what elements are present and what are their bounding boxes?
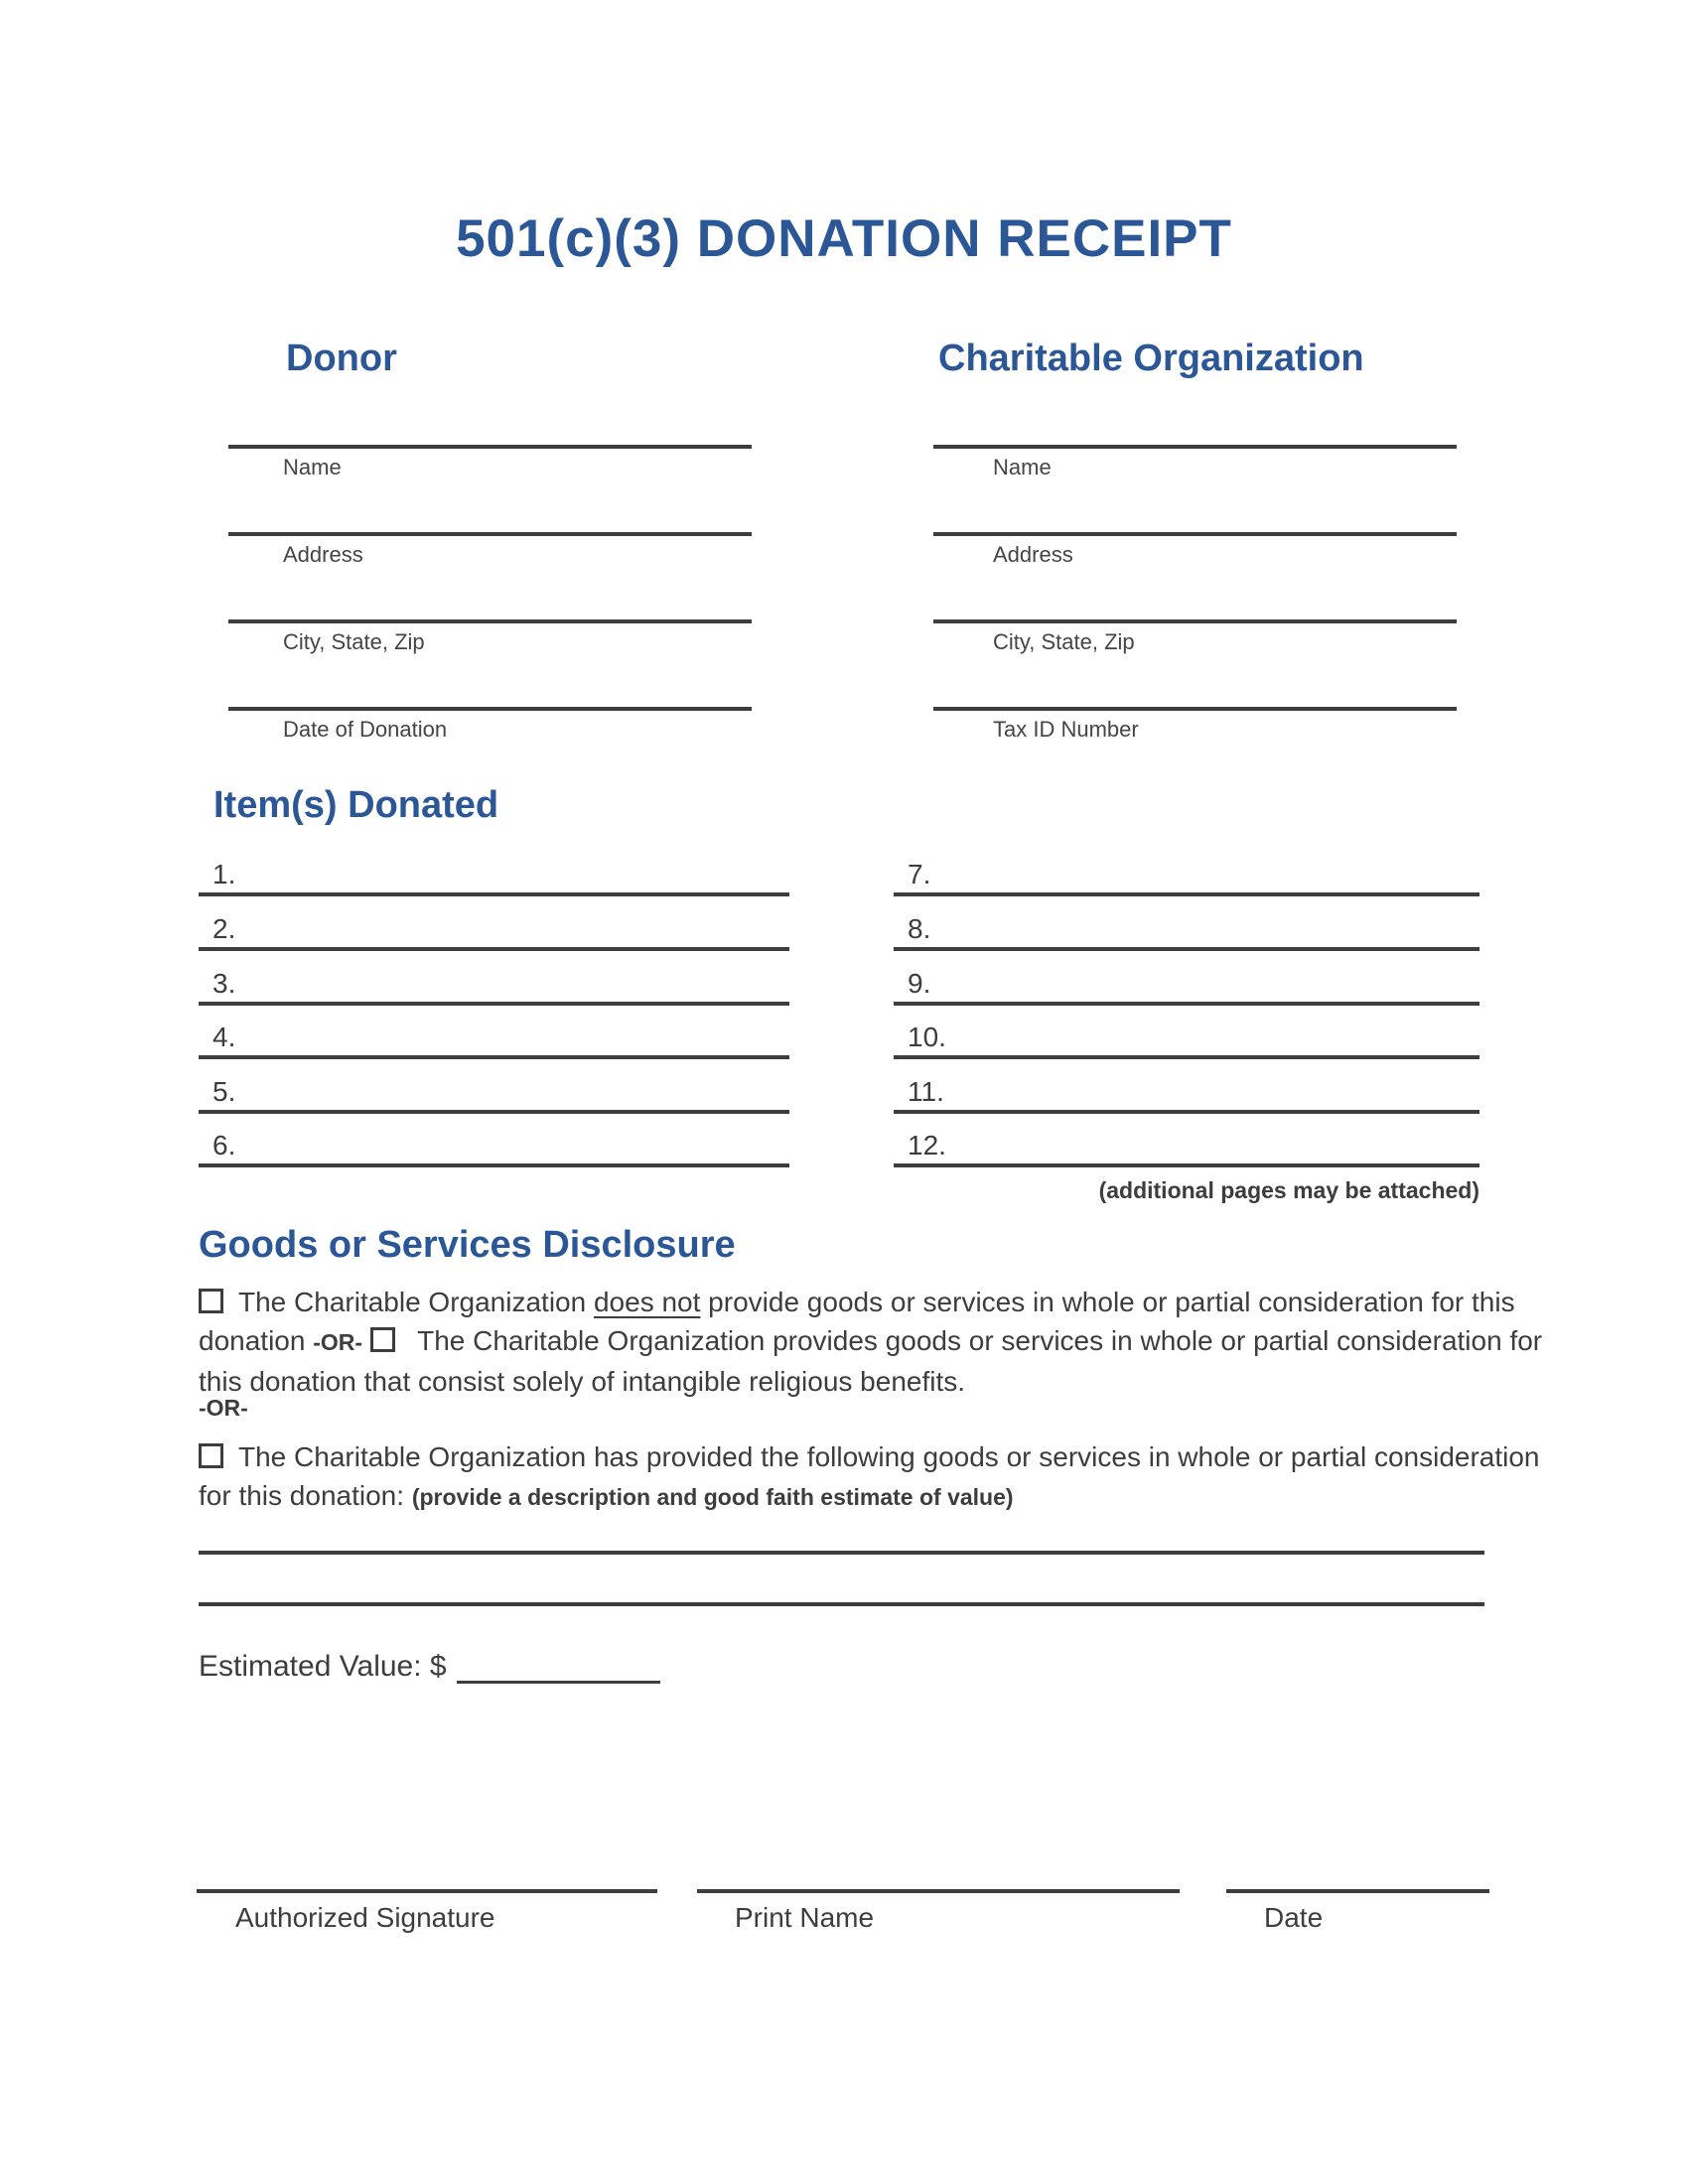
donor-city-state-zip-line[interactable] bbox=[228, 619, 752, 623]
checkbox-goods-provided[interactable] bbox=[199, 1443, 223, 1468]
item-line-7[interactable] bbox=[894, 857, 1479, 896]
page-title: 501(c)(3) DONATION RECEIPT bbox=[456, 209, 1232, 268]
org-name-label: Name bbox=[993, 455, 1052, 479]
donor-date-line[interactable] bbox=[228, 707, 752, 711]
item-number-12: 12. bbox=[908, 1130, 946, 1160]
checkbox-intangible-religious-benefits[interactable] bbox=[370, 1327, 395, 1352]
disclosure-p1-text-1: The Charitable Organization bbox=[238, 1287, 594, 1317]
donor-address-line[interactable] bbox=[228, 532, 752, 536]
description-line-2[interactable] bbox=[199, 1602, 1484, 1606]
authorized-signature-line[interactable] bbox=[197, 1889, 657, 1893]
org-city-state-zip-line[interactable] bbox=[933, 619, 1457, 623]
description-line-1[interactable] bbox=[199, 1551, 1484, 1555]
items-heading: Item(s) Donated bbox=[213, 784, 499, 826]
estimated-value-label: Estimated Value: $ bbox=[199, 1650, 447, 1683]
disclosure-p2-text: The Charitable Organization has provided the following goods or services in whole or partial consideration for this donation: bbox=[199, 1441, 1540, 1511]
date-label: Date bbox=[1264, 1902, 1324, 1933]
org-address-label: Address bbox=[993, 542, 1073, 567]
item-line-1[interactable] bbox=[199, 857, 789, 896]
items-note: (additional pages may be attached) bbox=[1098, 1177, 1479, 1203]
item-line-3[interactable] bbox=[199, 966, 789, 1006]
estimated-value-line[interactable] bbox=[457, 1652, 660, 1684]
item-line-8[interactable] bbox=[894, 911, 1479, 951]
org-tax-id-label: Tax ID Number bbox=[993, 717, 1139, 742]
org-tax-id-line[interactable] bbox=[933, 707, 1457, 711]
item-number-8: 8. bbox=[908, 913, 931, 944]
org-name-line[interactable] bbox=[933, 445, 1457, 449]
disclosure-p1-text-3: The Charitable Organization provides goods or services in whole or partial consideration for this donation that consist solely of intangible religious benefits. bbox=[199, 1325, 1543, 1397]
donor-address-label: Address bbox=[283, 542, 363, 567]
donor-name-line[interactable] bbox=[228, 445, 752, 449]
item-number-11: 11. bbox=[908, 1076, 944, 1107]
donor-name-label: Name bbox=[283, 455, 342, 479]
print-name-label: Print Name bbox=[735, 1902, 875, 1933]
org-address-line[interactable] bbox=[933, 532, 1457, 536]
item-line-9[interactable] bbox=[894, 966, 1479, 1006]
item-line-6[interactable] bbox=[199, 1128, 789, 1167]
date-line[interactable] bbox=[1226, 1889, 1489, 1893]
org-city-state-zip-label: City, State, Zip bbox=[993, 629, 1135, 654]
item-line-11[interactable] bbox=[894, 1074, 1479, 1114]
item-number-10: 10. bbox=[908, 1022, 946, 1052]
item-line-12[interactable] bbox=[894, 1128, 1479, 1167]
disclosure-does-not-underlined: does not bbox=[593, 1287, 701, 1317]
disclosure-or-inline: -OR- bbox=[313, 1329, 363, 1355]
item-number-4: 4. bbox=[212, 1022, 236, 1052]
donor-heading: Donor bbox=[286, 338, 397, 379]
item-line-10[interactable] bbox=[894, 1020, 1479, 1059]
item-line-5[interactable] bbox=[199, 1074, 789, 1114]
disclosure-p1-text-2: provide goods or services in whole or partial consideration for this donation bbox=[199, 1287, 1515, 1356]
organization-heading: Charitable Organization bbox=[938, 338, 1364, 379]
item-number-6: 6. bbox=[212, 1130, 236, 1160]
item-number-2: 2. bbox=[212, 913, 236, 944]
item-number-3: 3. bbox=[212, 968, 236, 999]
disclosure-heading: Goods or Services Disclosure bbox=[199, 1224, 736, 1266]
authorized-signature-label: Authorized Signature bbox=[235, 1902, 495, 1933]
item-number-9: 9. bbox=[908, 968, 931, 999]
donor-date-label: Date of Donation bbox=[283, 717, 448, 742]
disclosure-paragraph-1 bbox=[199, 1283, 1564, 1401]
item-number-1: 1. bbox=[212, 859, 236, 889]
print-name-line[interactable] bbox=[697, 1889, 1180, 1893]
item-number-7: 7. bbox=[908, 859, 931, 889]
estimated-value-row bbox=[199, 1650, 660, 1684]
or-divider: -OR- bbox=[199, 1395, 248, 1421]
item-number-5: 5. bbox=[212, 1076, 236, 1107]
item-line-2[interactable] bbox=[199, 911, 789, 951]
disclosure-paragraph-2 bbox=[199, 1437, 1564, 1517]
item-line-4[interactable] bbox=[199, 1020, 789, 1059]
checkbox-no-goods-provided[interactable] bbox=[199, 1289, 223, 1313]
donor-city-state-zip-label: City, State, Zip bbox=[283, 629, 425, 654]
disclosure-p2-note: (provide a description and good faith estimate of value) bbox=[411, 1484, 1014, 1510]
